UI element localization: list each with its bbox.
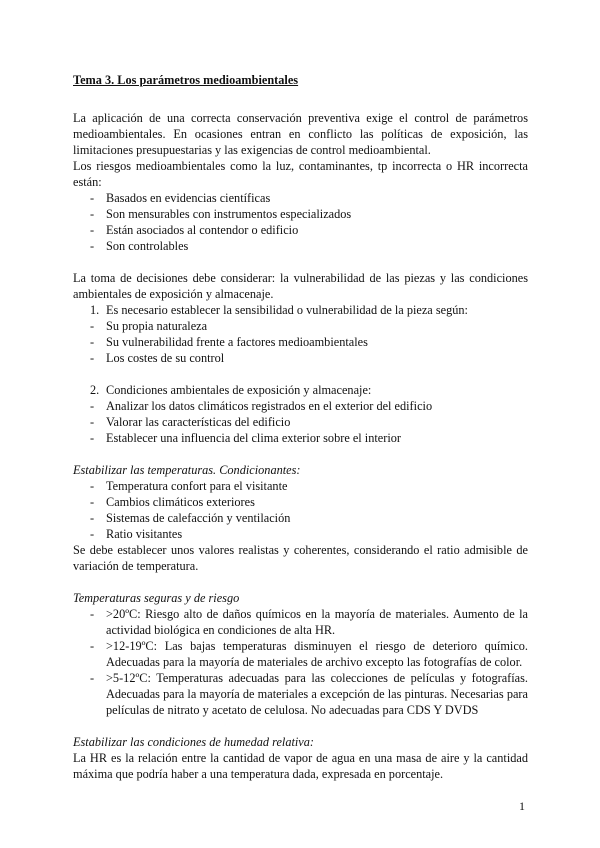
number-label: 2. <box>90 383 100 397</box>
number-label: 1. <box>90 303 100 317</box>
list-item: - >5-12ºC: Temperaturas adecuadas para las colecciones de películas y fotografías. Adecuadas para la mayoría de materiales a excepción de las pinturas. Necesarias para películas de nitrato y acetato de celulosa. No adecuadas para CDS Y DVDS <box>73 670 528 718</box>
list-item: - Están asociados al contendor o edificio <box>73 222 528 238</box>
seguras-list <box>73 606 528 718</box>
list-item: - Sistemas de calefacción y ventilación <box>73 510 528 526</box>
numbered-item-1 <box>73 302 528 318</box>
list-item: - Son mensurables con instrumentos especializados <box>73 206 528 222</box>
list-item: - Establecer una influencia del clima exterior sobre el interior <box>73 430 528 446</box>
list-item: - Basados en evidencias científicas <box>73 190 528 206</box>
list-item: - Ratio visitantes <box>73 526 528 542</box>
temp-paragraph: Se debe establecer unos valores realistas y coherentes, considerando el ratio admisible de variación de temperatura. <box>73 543 528 573</box>
num1-list <box>73 318 528 366</box>
document-page <box>73 72 528 782</box>
list-item: - Los costes de su control <box>73 350 528 366</box>
list-item: - Su propia naturaleza <box>73 318 528 334</box>
list-item: - Su vulnerabilidad frente a factores medioambientales <box>73 334 528 350</box>
riesgos-list <box>73 190 528 254</box>
hr-heading: Estabilizar las condiciones de humedad relativa: <box>73 735 315 749</box>
list-item: - >20ºC: Riesgo alto de daños químicos en la mayoría de materiales. Aumento de la actividad biológica en condiciones de alta HR. <box>73 606 528 638</box>
page-number: 1 <box>519 799 525 813</box>
numbered-text: Condiciones ambientales de exposición y almacenaje: <box>106 383 372 397</box>
page-title: Tema 3. Los parámetros medioambientales <box>73 73 299 87</box>
riesgos-intro: Los riesgos medioambientales como la luz, contaminantes, tp incorrecta o HR incorrecta están: <box>73 159 528 189</box>
list-item: - Cambios climáticos exteriores <box>73 494 528 510</box>
list-item: - Analizar los datos climáticos registrados en el exterior del edificio <box>73 398 528 414</box>
seguras-heading: Temperaturas seguras y de riesgo <box>73 591 240 605</box>
num2-list <box>73 398 528 446</box>
list-item: - >12-19ºC: Las bajas temperaturas disminuyen el riesgo de deterioro químico. Adecuadas para la mayoría de materiales de archivo excepto las fotografías de color. <box>73 638 528 670</box>
temp-heading: Estabilizar las temperaturas. Condicionantes: <box>73 463 301 477</box>
list-item: - Son controlables <box>73 238 528 254</box>
numbered-text: Es necesario establecer la sensibilidad o vulnerabilidad de la pieza según: <box>106 303 468 317</box>
hr-paragraph: La HR es la relación entre la cantidad de vapor de agua en una masa de aire y la cantidad máxima que podría haber a una temperatura dada, expresada en porcentaje. <box>73 751 528 781</box>
list-item: - Valorar las características del edificio <box>73 414 528 430</box>
list-item: - Temperatura confort para el visitante <box>73 478 528 494</box>
temp-list <box>73 478 528 542</box>
intro-paragraph: La aplicación de una correcta conservación preventiva exige el control de parámetros medioambientales. En ocasiones entran en conflicto las políticas de exposición, las limitaciones presupuestarias y las exigencias de control medioambiental. <box>73 111 528 157</box>
numbered-item-2 <box>73 382 528 398</box>
decisiones-intro: La toma de decisiones debe considerar: la vulnerabilidad de las piezas y las condiciones ambientales de exposición y almacenaje. <box>73 271 528 301</box>
